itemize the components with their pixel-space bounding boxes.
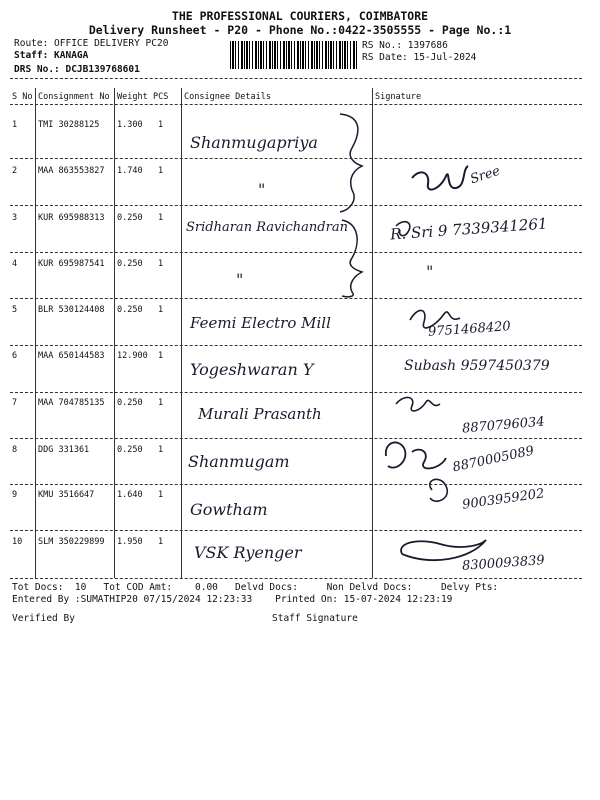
row-consignment: KUR 695987541 bbox=[38, 259, 105, 269]
row-weight: 12.900 bbox=[117, 351, 148, 361]
row-weight: 0.250 bbox=[117, 305, 143, 315]
row-consignment: MAA 704785135 bbox=[38, 398, 105, 408]
row-sno: 2 bbox=[12, 166, 18, 176]
row-consignee: Shanmugapriya bbox=[190, 133, 318, 152]
signature-scribble bbox=[430, 479, 448, 501]
row-sno: 6 bbox=[12, 351, 18, 361]
verified-by: Verified By bbox=[12, 613, 75, 624]
row-weight: 1.950 bbox=[117, 537, 143, 547]
row-weight: 0.250 bbox=[117, 398, 143, 408]
rs-number: RS No.: 1397686 bbox=[362, 40, 448, 51]
signature-scribble bbox=[396, 222, 410, 236]
row-consignee: Feemi Electro Mill bbox=[190, 314, 331, 332]
signature-scribble bbox=[401, 540, 486, 560]
row-consignee: Murali Prasanth bbox=[198, 405, 322, 423]
row-weight: 0.250 bbox=[117, 259, 143, 269]
company-title: THE PROFESSIONAL COURIERS, COIMBATORE bbox=[171, 9, 429, 23]
row-signature: 9751468420 bbox=[427, 319, 512, 340]
staff-text: Staff: KANAGA bbox=[14, 50, 89, 61]
signature-scribble bbox=[386, 442, 446, 468]
row-signature: 8870796034 bbox=[461, 414, 546, 437]
column-header: Weight bbox=[117, 92, 148, 102]
row-pcs: 1 bbox=[158, 259, 164, 269]
row-pcs: 1 bbox=[158, 213, 164, 223]
row-sno: 7 bbox=[12, 398, 18, 408]
row-consignment: KUR 695988313 bbox=[38, 213, 105, 223]
row-sno: 4 bbox=[12, 259, 18, 269]
column-header: Consignment No bbox=[38, 92, 110, 102]
column-header: Signature bbox=[375, 92, 422, 102]
route-text: Route: OFFICE DELIVERY PC20 bbox=[14, 38, 169, 49]
column-header: PCS bbox=[153, 92, 169, 102]
signature-scribble bbox=[396, 397, 440, 411]
row-signature: 9003959202 bbox=[461, 486, 546, 513]
column-header: S No bbox=[12, 92, 33, 102]
column-header: Consignee Details bbox=[184, 92, 271, 102]
row-consignment: MAA 863553827 bbox=[38, 166, 105, 176]
row-pcs: 1 bbox=[158, 305, 164, 315]
row-signature: Sree bbox=[468, 163, 503, 188]
drs-number: DRS No.: DCJB139768601 bbox=[14, 64, 140, 75]
row-consignee: " bbox=[236, 270, 244, 289]
row-consignee: Gowtham bbox=[190, 500, 268, 519]
row-consignment: TMI 30288125 bbox=[38, 120, 100, 130]
row-signature: " bbox=[426, 262, 434, 281]
row-signature: 8300093839 bbox=[461, 553, 546, 574]
row-consignee: Sridharan Ravichandran bbox=[186, 220, 348, 235]
row-sno: 5 bbox=[12, 305, 18, 315]
signature-scribble bbox=[410, 310, 460, 327]
row-sno: 8 bbox=[12, 445, 18, 455]
brace-mark bbox=[340, 114, 362, 212]
row-weight: 0.250 bbox=[117, 445, 143, 455]
staff-signature-label: Staff Signature bbox=[272, 613, 358, 624]
row-consignment: MAA 650144583 bbox=[38, 351, 105, 361]
row-weight: 1.640 bbox=[117, 490, 143, 500]
row-sno: 10 bbox=[12, 537, 23, 547]
row-pcs: 1 bbox=[158, 166, 164, 176]
row-sno: 9 bbox=[12, 490, 18, 500]
row-pcs: 1 bbox=[158, 490, 164, 500]
row-consignee: Yogeshwaran Y bbox=[190, 360, 314, 379]
runsheet-subtitle: Delivery Runsheet - P20 - Phone No.:0422-3505555 - Page No.:1 bbox=[88, 23, 512, 37]
row-signature: Subash 9597450379 bbox=[404, 358, 550, 374]
totals-line: Tot Docs: 10 Tot COD Amt: 0.00 Delvd Docs: Non Delvd Docs: Delvy Pts: bbox=[12, 582, 499, 593]
row-consignment: SLM 350229899 bbox=[38, 537, 105, 547]
row-sno: 3 bbox=[12, 213, 18, 223]
signature-scribble bbox=[412, 166, 468, 190]
row-sno: 1 bbox=[12, 120, 18, 130]
row-signature: 8870005089 bbox=[451, 443, 536, 476]
row-weight: 1.300 bbox=[117, 120, 143, 130]
row-consignee: VSK Ryenger bbox=[194, 543, 302, 562]
rs-date: RS Date: 15-Jul-2024 bbox=[362, 52, 477, 63]
row-signature: R. Sri 9 7339341261 bbox=[389, 214, 549, 244]
row-pcs: 1 bbox=[158, 537, 164, 547]
row-weight: 0.250 bbox=[117, 213, 143, 223]
row-pcs: 1 bbox=[158, 351, 164, 361]
row-consignee: Shanmugam bbox=[188, 452, 290, 471]
row-pcs: 1 bbox=[158, 398, 164, 408]
brace-mark bbox=[342, 220, 362, 297]
row-pcs: 1 bbox=[158, 445, 164, 455]
row-consignment: KMU 3516647 bbox=[38, 490, 95, 500]
row-pcs: 1 bbox=[158, 120, 164, 130]
row-consignment: DDG 331361 bbox=[38, 445, 90, 455]
row-consignee: " bbox=[258, 180, 266, 199]
row-weight: 1.740 bbox=[117, 166, 143, 176]
entered-line: Entered By :SUMATHIP20 07/15/2024 12:23:33 Printed On: 15-07-2024 12:23:19 bbox=[12, 594, 453, 605]
row-consignment: BLR 530124408 bbox=[38, 305, 105, 315]
